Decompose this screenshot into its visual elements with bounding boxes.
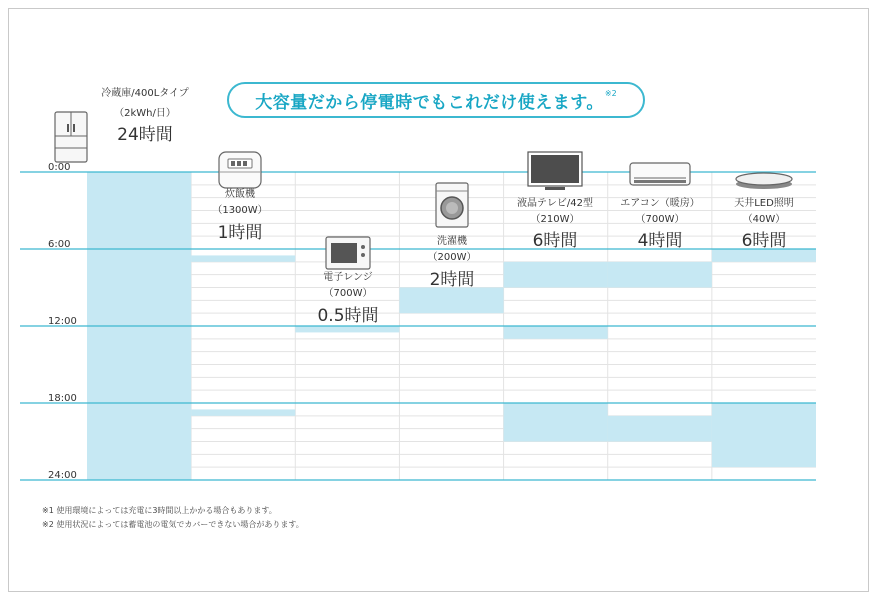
microwave-icon xyxy=(326,237,370,269)
fridge-icon xyxy=(55,112,87,162)
appliance-spec: （210W） xyxy=(530,214,580,225)
usage-bar xyxy=(399,288,503,314)
usage-duration-label: 6時間 xyxy=(532,231,578,251)
appliance-spec: （200W） xyxy=(427,252,477,263)
usage-duration-label: 24時間 xyxy=(117,125,173,145)
headline-note-mark: ※2 xyxy=(604,88,617,98)
usage-bar xyxy=(712,403,816,467)
appliance-name: エアコン（暖房） xyxy=(620,198,700,209)
appliance-name: 電子レンジ xyxy=(323,272,373,283)
appliance-name: 洗濯機 xyxy=(437,236,467,247)
rice-cooker-icon xyxy=(219,152,261,188)
appliance-name: 液晶テレビ/42型 xyxy=(517,198,593,209)
usage-bar xyxy=(608,262,712,288)
appliance-name: 炊飯機 xyxy=(225,189,255,200)
ceiling-light-icon xyxy=(736,173,792,189)
footnote-1: ※1 使用環境によっては充電に3時間以上かかる場合もあります。 xyxy=(42,506,277,515)
washing-machine-icon xyxy=(436,183,468,227)
usage-bar xyxy=(295,326,399,332)
tv-icon xyxy=(528,152,582,190)
headline-text: 大容量だから停電時でもこれだけ使えます。 xyxy=(255,92,604,113)
usage-duration-label: 1時間 xyxy=(217,223,263,243)
appliance-spec: （2kWh/日） xyxy=(114,108,176,119)
y-tick-label: 0:00 xyxy=(48,162,71,173)
usage-bar xyxy=(191,409,295,415)
y-tick-label: 24:00 xyxy=(48,470,77,481)
usage-bar xyxy=(191,255,295,261)
usage-bar xyxy=(608,416,712,442)
usage-duration-label: 4時間 xyxy=(637,231,683,251)
y-tick-label: 6:00 xyxy=(48,239,71,250)
appliance-name: 冷蔵庫/400Lタイプ xyxy=(101,88,189,99)
appliance-name: 天井LED照明 xyxy=(734,198,794,209)
usage-duration-label: 0.5時間 xyxy=(317,306,379,326)
usage-duration-label: 2時間 xyxy=(429,270,475,290)
air-conditioner-icon xyxy=(630,163,690,185)
y-tick-label: 12:00 xyxy=(48,316,77,327)
usage-bar xyxy=(504,262,608,288)
usage-duration-label: 6時間 xyxy=(741,231,787,251)
usage-bar xyxy=(504,326,608,339)
usage-bar xyxy=(504,403,608,442)
appliance-spec: （40W） xyxy=(742,214,786,225)
appliance-spec: （700W） xyxy=(323,288,373,299)
appliance-spec: （1300W） xyxy=(212,205,268,216)
footnote-2: ※2 使用状況によっては蓄電池の電気でカバーできない場合があります。 xyxy=(42,520,304,529)
appliance-spec: （700W） xyxy=(635,214,685,225)
y-tick-label: 18:00 xyxy=(48,393,77,404)
